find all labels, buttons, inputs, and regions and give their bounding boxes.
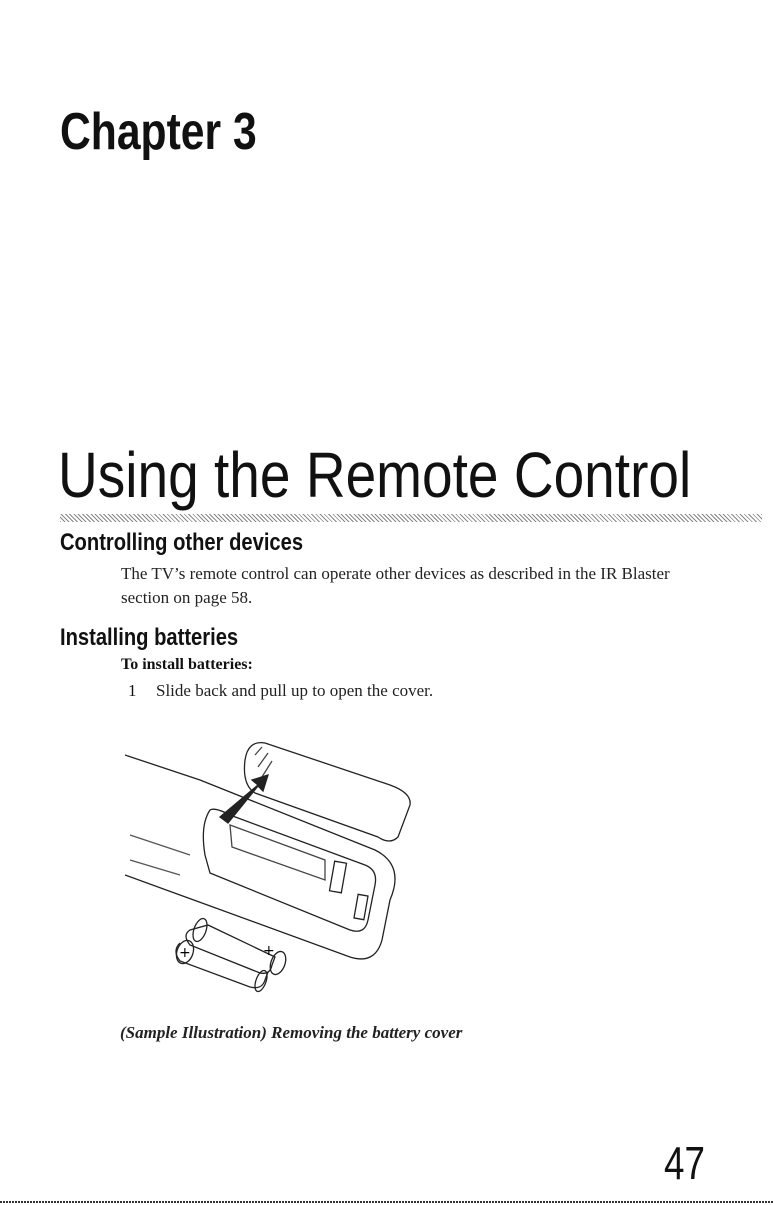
section-body-controlling-devices: The TV’s remote control can operate other devices as described in the IR Blaster section on page 58.	[121, 564, 670, 607]
step-text: Slide back and pull up to open the cover.	[156, 681, 434, 700]
step-number: 1	[128, 681, 137, 700]
section-heading-installing-batteries: Installing batteries	[60, 624, 239, 651]
lift-arrow-icon	[220, 775, 268, 823]
section-heading-controlling-devices: Controlling other devices	[60, 529, 304, 556]
plus-sign-1: +	[179, 945, 191, 961]
battery-1	[186, 925, 275, 973]
remote-battery-illustration	[120, 725, 420, 995]
battery-cover	[244, 743, 410, 841]
page-number: 47	[664, 1137, 705, 1189]
bottom-divider	[0, 1201, 773, 1203]
install-subheading: To install batteries:	[121, 656, 253, 673]
illustration-caption: (Sample Illustration) Removing the battery cover	[120, 1023, 463, 1042]
title-divider	[60, 514, 762, 522]
page-title: Using the Remote Control	[58, 439, 692, 511]
chapter-label: Chapter 3	[60, 103, 257, 161]
plus-sign-2: +	[263, 943, 275, 959]
